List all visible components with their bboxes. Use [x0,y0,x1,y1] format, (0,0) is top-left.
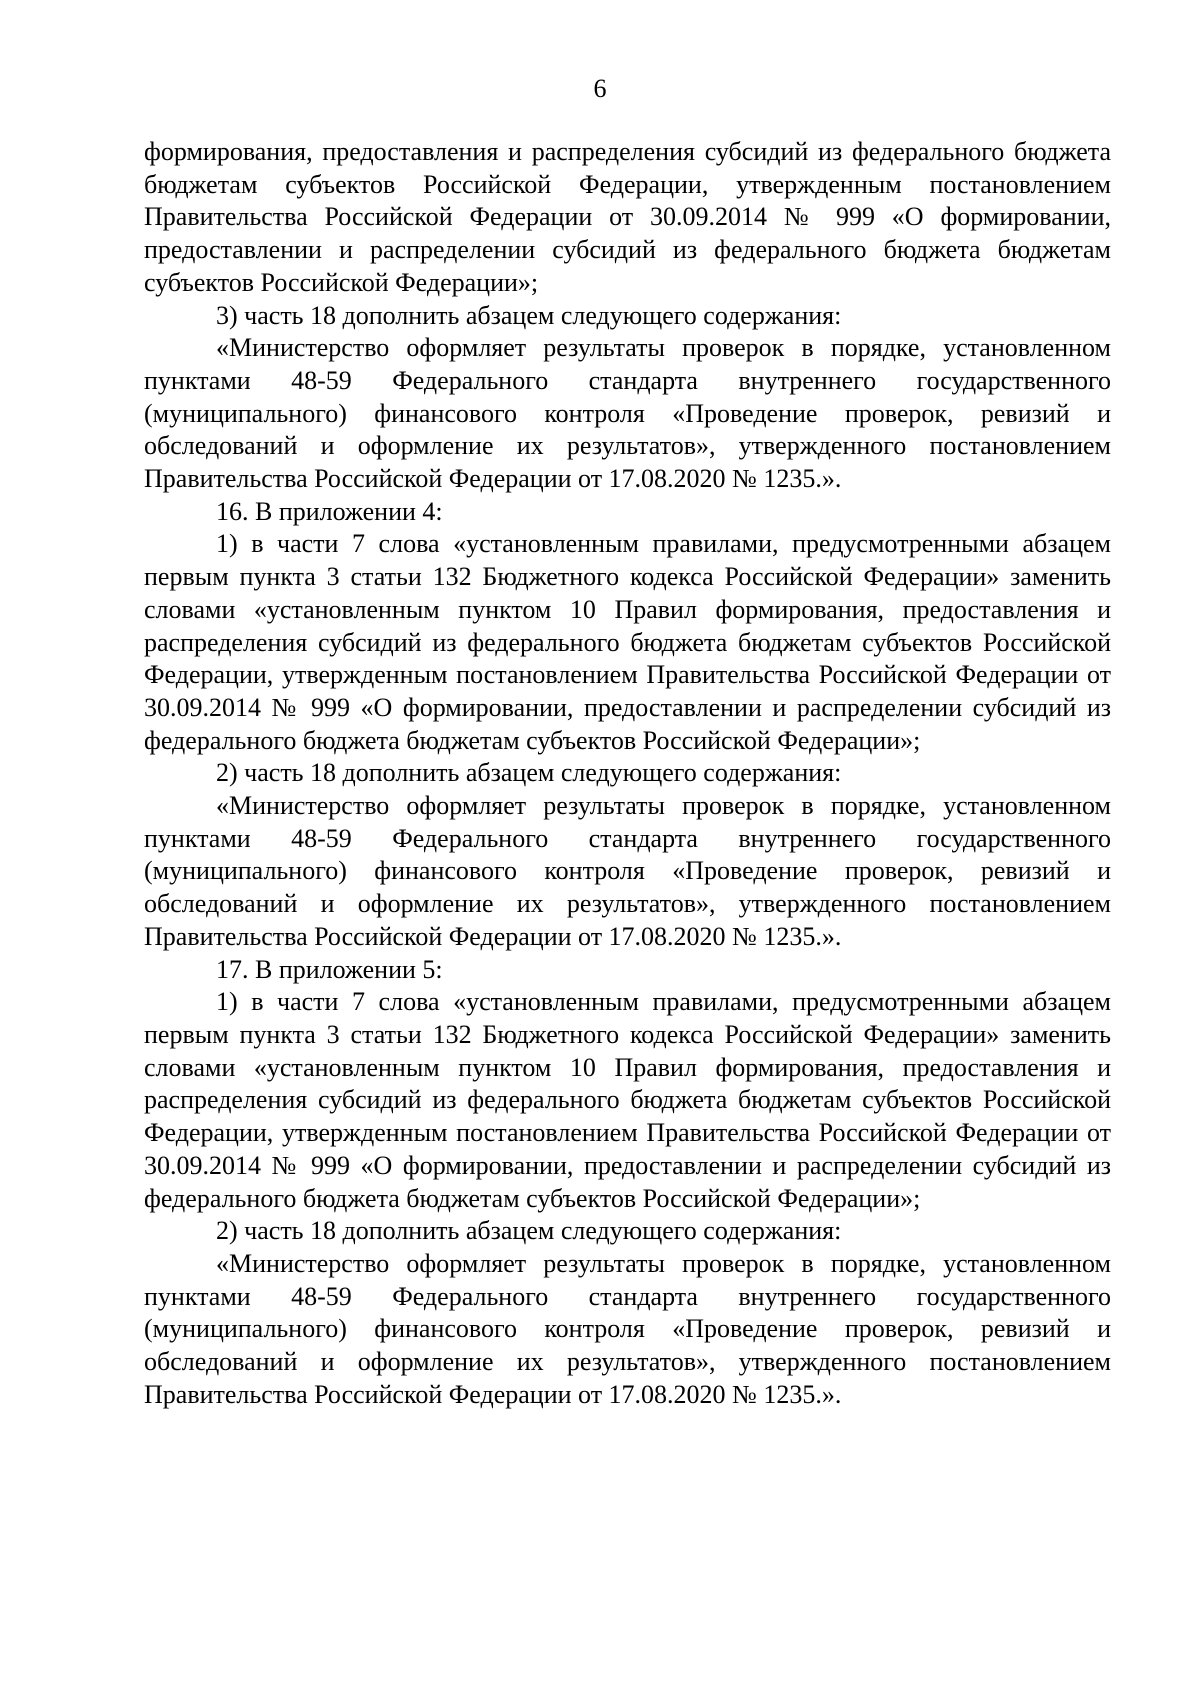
paragraph-section-16: 16. В приложении 4: [216,496,443,526]
page-number: 6 [593,74,607,103]
paragraph-item-1: 1) в части 7 слова «установленным правилами, предусмотренными абзацем первым пункта 3 статьи 132 Бюджетного кодекса Российской Федерации» заменить словами «установленным пунктом 10 Правил формирования, предоставления и распределения субсидий из федерального бюджета бюджетам субъектов Российской Федерации, утвержденным постановлением Правительства Российской Федерации от 30.09.2014 № 999 «О формировании, предоставлении и распределении субсидий из федерального бюджета бюджетам субъектов Российской Федерации»; [144,529,1111,755]
document-body [144,136,1111,1411]
paragraph-item-2: 2) часть 18 дополнить абзацем следующего содержания: [216,1216,842,1246]
paragraph-quote: «Министерство оформляет результаты проверок в порядке, установленном пунктами 48-59 Федерального стандарта внутреннего государственного (муниципального) финансового контроля «Проведение проверок, ревизий и обследований и оформление их результатов», утвержденного постановлением Правительства Российской Федерации от 17.08.2020 № 1235.». [144,791,1111,951]
paragraph-item-1: 1) в части 7 слова «установленным правилами, предусмотренными абзацем первым пункта 3 статьи 132 Бюджетного кодекса Российской Федерации» заменить словами «установленным пунктом 10 Правил формирования, предоставления и распределения субсидий из федерального бюджета бюджетам субъектов Российской Федерации, утвержденным постановлением Правительства Российской Федерации от 30.09.2014 № 999 «О формировании, предоставлении и распределении субсидий из федерального бюджета бюджетам субъектов Российской Федерации»; [144,987,1111,1213]
paragraph-item-3: 3) часть 18 дополнить абзацем следующего содержания: [216,300,842,330]
paragraph-item-2: 2) часть 18 дополнить абзацем следующего содержания: [216,758,842,788]
paragraph-continuation: формирования, предоставления и распределения субсидий из федерального бюджета бюджетам субъектов Российской Федерации, утвержденным постановлением Правительства Российской Федерации от 30.09.2014 № 999 «О формировании, предоставлении и распределении субсидий из федерального бюджета бюджетам субъектов Российской Федерации»; [144,137,1111,297]
paragraph-section-17: 17. В приложении 5: [216,954,443,984]
paragraph-quote: «Министерство оформляет результаты проверок в порядке, установленном пунктами 48-59 Федерального стандарта внутреннего государственного (муниципального) финансового контроля «Проведение проверок, ревизий и обследований и оформление их результатов», утвержденного постановлением Правительства Российской Федерации от 17.08.2020 № 1235.». [144,1248,1111,1409]
paragraph-quote: «Министерство оформляет результаты проверок в порядке, установленном пунктами 48-59 Федерального стандарта внутреннего государственного (муниципального) финансового контроля «Проведение проверок, ревизий и обследований и оформление их результатов», утвержденного постановлением Правительства Российской Федерации от 17.08.2020 № 1235.». [144,333,1111,494]
